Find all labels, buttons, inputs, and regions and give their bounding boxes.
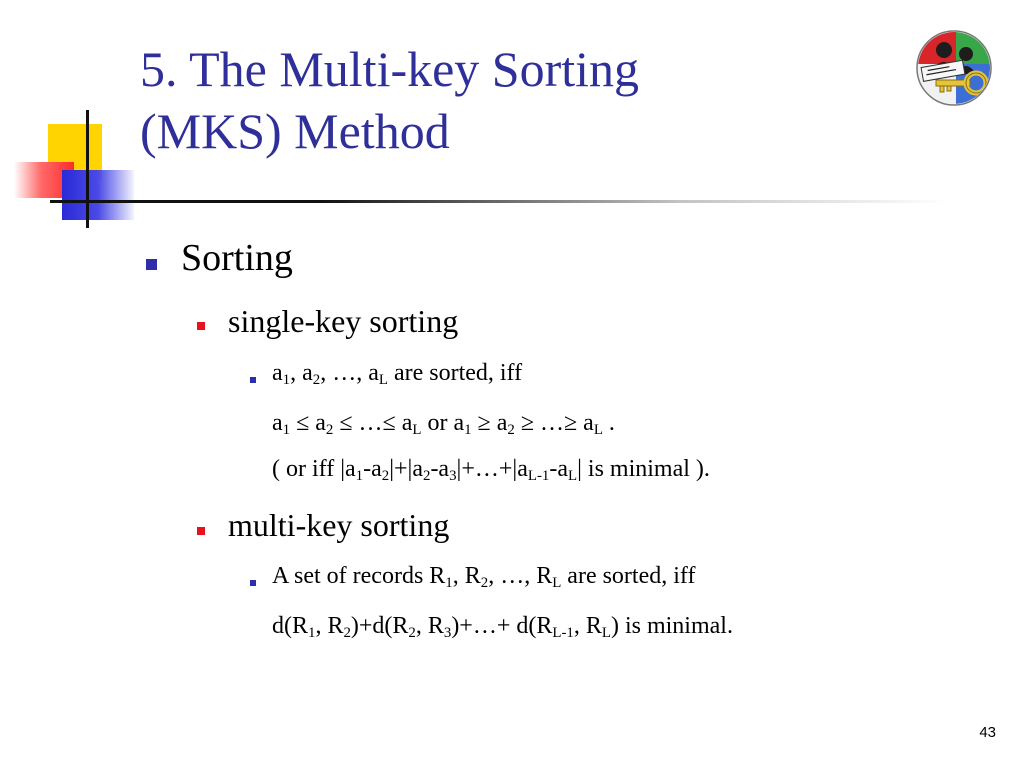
bullet-sorting: Sorting (181, 237, 293, 279)
bullet-level1 (146, 259, 157, 270)
bullet-level3 (250, 377, 256, 383)
deco-blue-block (62, 170, 134, 220)
title-line-2: (MKS) Method (140, 103, 450, 159)
deco-vertical-line (86, 110, 89, 228)
multi-key-line-1: A set of records $R_1$, $R_2$, …, $R_L$ are sorted, iff (272, 563, 696, 592)
single-key-line-3: ( or iff $|a_1-a_2|+|a_2-a_3|+\dots+|a_{L-1}-a_L|$ is minimal ). (272, 456, 710, 485)
key-logo-icon (914, 30, 994, 106)
single-key-line-1: $a_1$, $a_2$, …, $a_L$ are sorted, iff (272, 360, 523, 389)
bullet-level3 (250, 580, 256, 586)
multi-key-line-2: $d(R_1$, $R_2)+d(R_2$, $R_3)+\dots+ d(R_{L-1}$, $R_L$) is minimal. (272, 613, 733, 642)
bullet-level2 (197, 527, 205, 535)
bullet-single-key: single-key sorting (228, 303, 459, 339)
page-title (140, 38, 880, 162)
single-key-line-2: $a_1 \le a_2$ ≤ …≤ $a_L$ or $a_1 \ge a_2$ ≥ …≥ $a_L$ . (272, 410, 615, 439)
bullet-multi-key: multi-key sorting (228, 507, 450, 543)
title-underline (50, 200, 950, 203)
page-number: 43 (979, 724, 996, 741)
title-line-1: 5. The Multi-key Sorting (140, 41, 640, 97)
bullet-level2 (197, 322, 205, 330)
